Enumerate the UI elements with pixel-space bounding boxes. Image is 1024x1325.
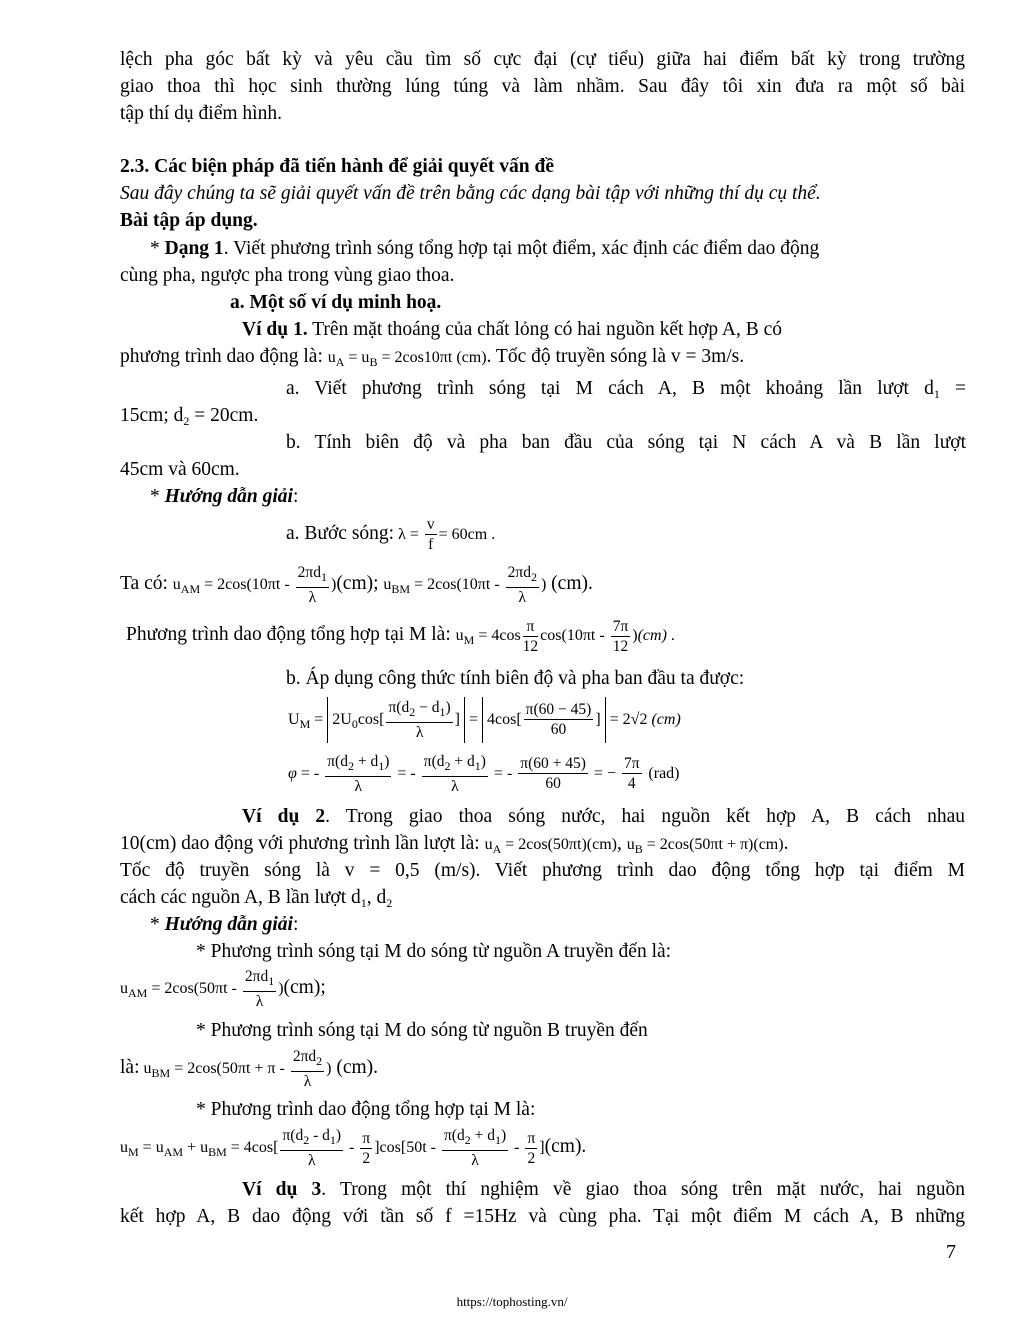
guide-label: Hướng dẫn giải <box>164 486 293 507</box>
ex3-line <box>242 1178 965 1202</box>
ex2-text: . Trong giao thoa sóng nước, hai nguồn kết hợp A, B cách nhau <box>325 806 965 827</box>
unit: (cm); <box>283 977 326 998</box>
ex2-guide-3: * Phương trình dao động tổng hợp tại M là: <box>196 1099 536 1120</box>
ex1-label: Ví dụ 1. <box>242 319 308 340</box>
ex1-question-a: a. Viết phương trình sóng tại M cách A, B một khoảng lần lượt $d_1$ = <box>286 378 967 401</box>
ex1-line <box>242 318 782 342</box>
section-heading: 2.3. Các biện pháp đã tiến hành để giải quyết vấn đề <box>120 156 554 177</box>
wavelength-line: a. Bước sóng: λ = $\frac{v}{f}$ = 60cm . <box>286 516 496 554</box>
ex2-line-3: Tốc độ truyền sóng là v = 0,5 (m/s). Viết phương trình dao động tổng hợp tại điểm M <box>120 860 965 881</box>
ex2-eq-a-val: = 2cos(50πt)(cm) <box>505 836 617 853</box>
ex1-question-b: b. Tính biên độ và pha ban đầu của sóng tại N cách A và B lần lượt <box>286 432 966 453</box>
ex2-ubm-equation: là: $u_{BM} = 2\cos(50\pi t + \pi$ - $\frac{2\pi d_2}{\lambda}$ ) (cm). <box>120 1048 379 1091</box>
dang1-line: * Dạng 1. Viết phương trình sóng tổng hợp tại một điểm, xác định các điểm dao động <box>150 238 820 259</box>
ex2-eq-b: $u_B = 2\cos(50\pi t + \pi)(cm)$ <box>626 836 784 856</box>
ex2-text-b: 10(cm) dao động với phương trình lần lượt là: <box>120 833 480 854</box>
unit: (cm). <box>544 1136 587 1157</box>
dang1-label: Dạng 1 <box>164 238 224 259</box>
m-sum-line <box>126 613 675 662</box>
ex2-line-2: 10(cm) dao động với phương trình lần lượt là: $u_A = 2\cos(50\pi t)(cm)$, $u_B = 2\cos(50\pi t + \pi)(cm)$. <box>120 833 789 856</box>
unit: (cm); <box>336 573 379 594</box>
ex1-qa-b: 15cm; d <box>120 405 184 426</box>
guide-label: Hướng dẫn giải <box>164 914 293 935</box>
ex2-label: Ví dụ 2 <box>242 806 326 827</box>
guide-line-2: * Hướng dẫn giải: <box>150 914 299 935</box>
ex1-text-b1: phương trình dao động là: <box>120 346 328 367</box>
uam-equation: $u_{AM} = 2\cos(10\pi t$ - $\frac{2\pi d_1}{\lambda}$ ) <box>172 564 337 607</box>
ex2-guide-2: * Phương trình sóng tại M do sóng từ nguồn B truyền đến <box>196 1020 648 1041</box>
amplitude-equation: $U_M = 2U_0\cos$[ $\frac{\pi(d_2 - d_1)}{\lambda}$ ] = 4cos[ $\frac{\pi(60 - 45)}{60}$ ] = 2√2 (cm) <box>288 694 681 749</box>
taco-line <box>120 562 593 611</box>
step-b-line: b. Áp dụng công thức tính biên độ và pha ban đầu ta được: <box>286 668 745 689</box>
ex2-line <box>242 805 965 829</box>
ex1-equation: $u_A = u_B = 2\cos 10\pi t$ (cm) <box>327 349 487 369</box>
dang1-line-2: cùng pha, ngược pha trong vùng giao thoa. <box>120 265 455 286</box>
ex3-line-2: kết hợp A, B dao động với tần số f =15Hz và cùng pha. Tại một điểm M cách A, B những <box>120 1206 965 1227</box>
ex2-eq-b-val: = 2cos(50πt + π)(cm) <box>646 836 784 853</box>
ex1-question-a-2: 15cm; $d_2 = 20cm$. <box>120 405 259 428</box>
paragraph-line: giao thoa thì học sinh thường lúng túng và làm nhầm. Sau đây tôi xin đưa ra một số bài <box>120 76 965 97</box>
ex2-g2b: là: <box>120 1057 140 1078</box>
ex1-eq: = 2cos10πt (cm) <box>381 349 487 366</box>
ex2-line-4: cách các nguồn A, B lần lượt $d_1$, $d_2$ <box>120 887 393 910</box>
ex1-qa-text: a. Viết phương trình sóng tại M cách A, B một khoảng lần lượt d <box>286 378 934 399</box>
wavelength-eq: = 60cm . <box>438 526 496 543</box>
guide-line: * Hướng dẫn giải: <box>150 486 299 507</box>
ex2-text-d: cách các nguồn A, B lần lượt d <box>120 887 361 908</box>
applied-heading: Bài tập áp dụng. <box>120 210 258 231</box>
rad-unit: (rad) <box>648 765 680 782</box>
wavelength-text: a. Bước sóng: <box>286 523 395 544</box>
phase-equation: φ = - $\frac{\pi(d_2 + d_1)}{\lambda}$ = - $\frac{\pi(d_2 + d_1)}{\lambda}$ = - $\frac{\pi(60 + 45)}{60}$ = − $\frac{7\pi}{4}$ (rad) <box>288 752 680 795</box>
ex1-qa-c: = 20cm. <box>189 405 259 426</box>
ex1-text-b2: . Tốc độ truyền sóng là v = 3m/s. <box>486 346 745 367</box>
ex2-uam-equation: $u_{AM} = 2\cos(50\pi t$ - $\frac{2\pi d_1}{\lambda}$ )(cm); <box>120 968 326 1011</box>
m-sum-text: Phương trình dao động tổng hợp tại M là: <box>126 624 451 645</box>
ex2-eq-a: $u_A = 2\cos(50\pi t)(cm)$ <box>484 836 617 856</box>
section-intro: Sau đây chúng ta sẽ giải quyết vấn đề trên bằng các dạng bài tập với những thí dụ cụ thể. <box>120 183 821 204</box>
page-number: 7 <box>946 1241 956 1263</box>
paragraph-line: lệch pha góc bất kỳ và yêu cầu tìm số cực đại (cự tiểu) giữa hai điểm bất kỳ trong trường <box>120 49 965 70</box>
paragraph-line: tập thí dụ điểm hình. <box>120 103 282 124</box>
ex2-um-equation: $u_M = u_{AM} + u_{BM} = 4\cos$[ $\frac{\pi(d_2 - d_1)}{\lambda}$ - $\frac{\pi}{2}$ ]cos[50t - $\frac{\pi(d_2 + d_1)}{\lambda}$ - $\frac{\pi}{2}$ ](cm). <box>120 1127 587 1170</box>
taco-text: Ta có: <box>120 573 168 594</box>
unit: (cm). <box>551 573 593 594</box>
unit: (cm). <box>336 1057 379 1078</box>
footer-url[interactable]: https://tophosting.vn/ <box>456 1294 568 1309</box>
dang1-text: . Viết phương trình sóng tổng hợp tại một điểm, xác định các điểm dao động <box>223 238 820 259</box>
ex1-line-2 <box>120 345 744 374</box>
fraction: $\frac{v}{f}$ <box>426 516 435 554</box>
ex2-guide-1: * Phương trình sóng tại M do sóng từ nguồn A truyền đến là: <box>196 941 672 962</box>
ubm-equation: $u_{BM} = 2\cos(10\pi t$ - $\frac{2\pi d_2}{\lambda}$ ) <box>383 564 547 607</box>
ex3-text: . Trong một thí nghiệm về giao thoa sóng trên mặt nước, hai nguồn <box>321 1179 965 1200</box>
examples-heading: a. Một số ví dụ minh hoạ. <box>230 292 442 313</box>
um-equation: $u_M = 4\cos$ $\frac{\pi}{12}$ cos(10πt - $\frac{7\pi}{12}$ )(cm) . <box>455 617 675 655</box>
ex3-label: Ví dụ 3 <box>242 1179 322 1200</box>
ex1-text: Trên mặt thoáng của chất lỏng có hai nguồn kết hợp A, B có <box>307 319 783 340</box>
ex1-question-b-2: 45cm và 60cm. <box>120 459 240 480</box>
